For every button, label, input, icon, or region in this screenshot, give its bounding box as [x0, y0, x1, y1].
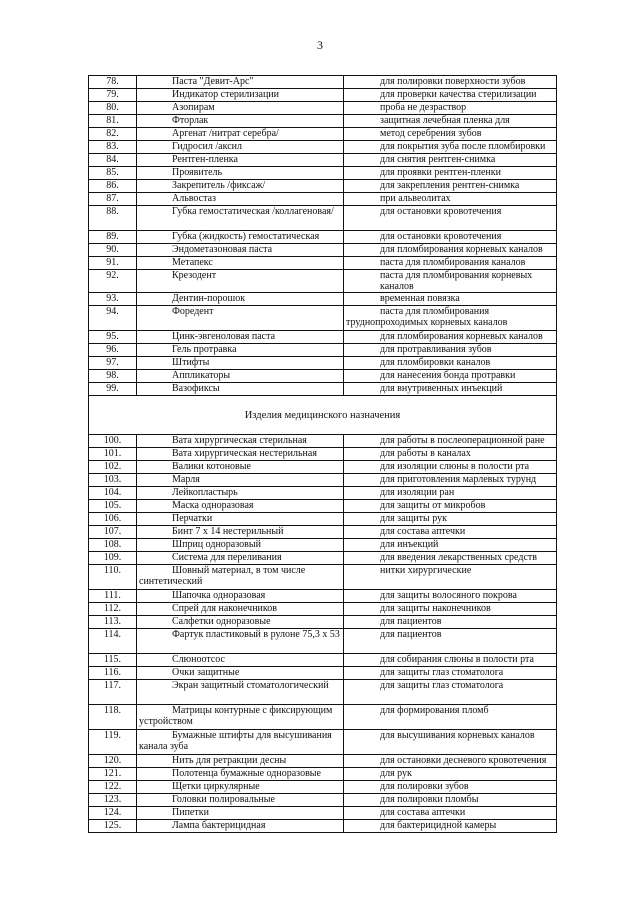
item-name: Нить для ретракции десны	[137, 755, 344, 768]
item-name: Вата хирургическая нестерильная	[137, 448, 344, 461]
item-name: Фартук пластиковый в рулоне 75,3 х 53	[137, 629, 344, 654]
table-row	[89, 680, 557, 705]
item-name: Проявитель	[137, 167, 344, 180]
item-purpose: проба не дезраствор	[344, 102, 557, 115]
table-row	[89, 474, 557, 487]
table-row	[89, 667, 557, 680]
item-name: Система для переливания	[137, 552, 344, 565]
item-name: Вата хирургическая стерильная	[137, 435, 344, 448]
page-number: 3	[317, 38, 323, 52]
table-row	[89, 206, 557, 231]
item-name: Пипетки	[137, 807, 344, 820]
item-number: 125.	[89, 820, 137, 833]
item-purpose: для изоляции слюны в полости рта	[344, 461, 557, 474]
items-table	[88, 75, 557, 833]
item-number: 100.	[89, 435, 137, 448]
item-name: Метапекс	[137, 257, 344, 270]
item-name: Марля	[137, 474, 344, 487]
section-header	[89, 396, 557, 435]
item-purpose: для защиты наконечников	[344, 603, 557, 616]
section-title: Изделия медицинского назначения	[89, 396, 557, 435]
item-purpose: для пломбировки каналов	[344, 357, 557, 370]
item-name: Фторлак	[137, 115, 344, 128]
item-name: Закрепитель /фиксаж/	[137, 180, 344, 193]
item-number: 83.	[89, 141, 137, 154]
item-number: 91.	[89, 257, 137, 270]
table-row	[89, 293, 557, 306]
table-row	[89, 167, 557, 180]
item-purpose: для пломбирования корневых каналов	[344, 244, 557, 257]
item-number: 88.	[89, 206, 137, 231]
item-purpose: для введения лекарственных средств	[344, 552, 557, 565]
item-purpose: временная повязка	[344, 293, 557, 306]
table-row	[89, 565, 557, 590]
item-name: Спрей для наконечников	[137, 603, 344, 616]
table-row	[89, 794, 557, 807]
table-row	[89, 306, 557, 331]
item-name: Эндометазоновая паста	[137, 244, 344, 257]
item-name: Дентин-порошок	[137, 293, 344, 306]
item-number: 116.	[89, 667, 137, 680]
table-row	[89, 526, 557, 539]
item-number: 103.	[89, 474, 137, 487]
table-row	[89, 654, 557, 667]
item-name: Бумажные штифты для высушивания канала зуба	[137, 730, 344, 755]
table-row	[89, 500, 557, 513]
table-row	[89, 461, 557, 474]
item-number: 98.	[89, 370, 137, 383]
item-number: 114.	[89, 629, 137, 654]
item-purpose: нитки хирургические	[344, 565, 557, 590]
table-row	[89, 128, 557, 141]
item-purpose: для собирания слюны в полости рта	[344, 654, 557, 667]
item-number: 115.	[89, 654, 137, 667]
item-name: Губка (жидкость) гемостатическая	[137, 231, 344, 244]
item-number: 102.	[89, 461, 137, 474]
table-row	[89, 539, 557, 552]
item-purpose: для пломбирования корневых каналов	[344, 331, 557, 344]
item-purpose: для пациентов	[344, 616, 557, 629]
item-number: 99.	[89, 383, 137, 396]
item-purpose: для защиты рук	[344, 513, 557, 526]
item-name: Шапочка одноразовая	[137, 590, 344, 603]
item-number: 118.	[89, 705, 137, 730]
item-name: Форедент	[137, 306, 344, 331]
item-purpose: для внутривенных инъекций	[344, 383, 557, 396]
item-name: Лампа бактерицидная	[137, 820, 344, 833]
item-number: 119.	[89, 730, 137, 755]
item-name: Шовный материал, в том числе синтетический	[137, 565, 344, 590]
table-row	[89, 730, 557, 755]
item-purpose: для защиты волосяного покрова	[344, 590, 557, 603]
table-row	[89, 383, 557, 396]
item-purpose: для закрепления рентген-снимка	[344, 180, 557, 193]
item-number: 86.	[89, 180, 137, 193]
item-number: 92.	[89, 270, 137, 293]
table-row	[89, 193, 557, 206]
item-number: 121.	[89, 768, 137, 781]
item-name: Бинт 7 х 14 нестерильный	[137, 526, 344, 539]
item-purpose: для бактерицидной камеры	[344, 820, 557, 833]
item-number: 107.	[89, 526, 137, 539]
item-name: Паста "Девит-Арс"	[137, 76, 344, 89]
item-name: Аргенат /нитрат серебра/	[137, 128, 344, 141]
table-row	[89, 448, 557, 461]
item-purpose: паста для пломбирования каналов	[344, 257, 557, 270]
item-number: 120.	[89, 755, 137, 768]
item-purpose: для защиты глаз стоматолога	[344, 667, 557, 680]
item-name: Индикатор стерилизации	[137, 89, 344, 102]
item-number: 109.	[89, 552, 137, 565]
item-name: Шприц одноразовый	[137, 539, 344, 552]
item-purpose: паста для пломбирования корневых каналов	[344, 270, 557, 293]
item-purpose: для приготовления марлевых турунд	[344, 474, 557, 487]
table-row	[89, 590, 557, 603]
section-row	[89, 396, 557, 435]
item-name: Очки защитные	[137, 667, 344, 680]
item-number: 106.	[89, 513, 137, 526]
item-purpose: для нанесения бонда протравки	[344, 370, 557, 383]
item-purpose: для инъекций	[344, 539, 557, 552]
table-row	[89, 102, 557, 115]
table-row	[89, 435, 557, 448]
item-name: Рентген-пленка	[137, 154, 344, 167]
item-name: Головки полировальные	[137, 794, 344, 807]
item-name: Аппликаторы	[137, 370, 344, 383]
table-row	[89, 257, 557, 270]
table-row	[89, 270, 557, 293]
item-purpose: для остановки кровотечения	[344, 206, 557, 231]
item-purpose: для полировки пломбы	[344, 794, 557, 807]
item-purpose: для формирования пломб	[344, 705, 557, 730]
table-row	[89, 552, 557, 565]
item-purpose: для защиты от микробов	[344, 500, 557, 513]
item-purpose: для протравливания зубов	[344, 344, 557, 357]
item-number: 112.	[89, 603, 137, 616]
table-row	[89, 180, 557, 193]
item-purpose: для снятия рентген-снимка	[344, 154, 557, 167]
table-row	[89, 370, 557, 383]
item-name: Салфетки одноразовые	[137, 616, 344, 629]
table-row	[89, 89, 557, 102]
table-row	[89, 781, 557, 794]
table-row	[89, 755, 557, 768]
table-row	[89, 141, 557, 154]
table-row	[89, 603, 557, 616]
item-purpose: для остановки кровотечения	[344, 231, 557, 244]
item-number: 80.	[89, 102, 137, 115]
item-name: Экран защитный стоматологический	[137, 680, 344, 705]
table-row	[89, 768, 557, 781]
table-row	[89, 154, 557, 167]
item-number: 104.	[89, 487, 137, 500]
table-row	[89, 629, 557, 654]
item-number: 101.	[89, 448, 137, 461]
item-number: 78.	[89, 76, 137, 89]
item-number: 110.	[89, 565, 137, 590]
table-body-bottom	[89, 435, 557, 833]
item-name: Гель протравка	[137, 344, 344, 357]
item-number: 117.	[89, 680, 137, 705]
item-name: Матрицы контурные с фиксирующим устройством	[137, 705, 344, 730]
item-name: Щетки циркулярные	[137, 781, 344, 794]
item-number: 96.	[89, 344, 137, 357]
table-row	[89, 807, 557, 820]
item-purpose: для работы в каналах	[344, 448, 557, 461]
table-row	[89, 820, 557, 833]
item-number: 79.	[89, 89, 137, 102]
table-row	[89, 513, 557, 526]
item-number: 124.	[89, 807, 137, 820]
table-body-top	[89, 76, 557, 396]
item-purpose: для пациентов	[344, 629, 557, 654]
item-purpose: для покрытия зуба после пломбировки	[344, 141, 557, 154]
item-name: Альвостаз	[137, 193, 344, 206]
item-number: 122.	[89, 781, 137, 794]
table-row	[89, 244, 557, 257]
item-name: Лейкопластырь	[137, 487, 344, 500]
item-number: 84.	[89, 154, 137, 167]
item-name: Крезодент	[137, 270, 344, 293]
item-purpose: метод серебрения зубов	[344, 128, 557, 141]
item-number: 113.	[89, 616, 137, 629]
item-name: Азопирам	[137, 102, 344, 115]
item-purpose: паста для пломбирования труднопроходимых корневых каналов	[344, 306, 557, 331]
item-number: 123.	[89, 794, 137, 807]
table-row	[89, 616, 557, 629]
item-number: 93.	[89, 293, 137, 306]
item-purpose: для защиты глаз стоматолога	[344, 680, 557, 705]
item-purpose: для высушивания корневых каналов	[344, 730, 557, 755]
item-purpose: для проявки рентген-пленки	[344, 167, 557, 180]
table-row	[89, 76, 557, 89]
item-number: 90.	[89, 244, 137, 257]
item-number: 81.	[89, 115, 137, 128]
item-number: 82.	[89, 128, 137, 141]
item-purpose: для состава аптечки	[344, 526, 557, 539]
item-purpose: для работы в послеоперационной ране	[344, 435, 557, 448]
item-number: 111.	[89, 590, 137, 603]
item-number: 89.	[89, 231, 137, 244]
item-name: Перчатки	[137, 513, 344, 526]
item-name: Цинк-эвгеноловая паста	[137, 331, 344, 344]
table-row	[89, 231, 557, 244]
item-purpose: для рук	[344, 768, 557, 781]
item-purpose: защитная лечебная пленка для	[344, 115, 557, 128]
table-row	[89, 487, 557, 500]
item-name: Вазофиксы	[137, 383, 344, 396]
item-number: 85.	[89, 167, 137, 180]
item-number: 87.	[89, 193, 137, 206]
item-number: 97.	[89, 357, 137, 370]
item-name: Валики котоновые	[137, 461, 344, 474]
item-name: Губка гемостатическая /коллагеновая/	[137, 206, 344, 231]
table-row	[89, 115, 557, 128]
item-purpose: при альвеолитах	[344, 193, 557, 206]
item-purpose: для проверки качества стерилизации	[344, 89, 557, 102]
item-purpose: для изоляции ран	[344, 487, 557, 500]
table-row	[89, 331, 557, 344]
item-number: 105.	[89, 500, 137, 513]
item-number: 108.	[89, 539, 137, 552]
table-row	[89, 705, 557, 730]
table-row	[89, 344, 557, 357]
table-row	[89, 357, 557, 370]
item-purpose: для остановки десневого кровотечения	[344, 755, 557, 768]
item-number: 94.	[89, 306, 137, 331]
item-purpose: для состава аптечки	[344, 807, 557, 820]
item-purpose: для полировки поверхности зубов	[344, 76, 557, 89]
item-name: Штифты	[137, 357, 344, 370]
item-name: Полотенца бумажные одноразовые	[137, 768, 344, 781]
item-number: 95.	[89, 331, 137, 344]
item-name: Маска одноразовая	[137, 500, 344, 513]
item-name: Гидросил /аксил	[137, 141, 344, 154]
item-purpose: для полировки зубов	[344, 781, 557, 794]
item-name: Слюноотсос	[137, 654, 344, 667]
